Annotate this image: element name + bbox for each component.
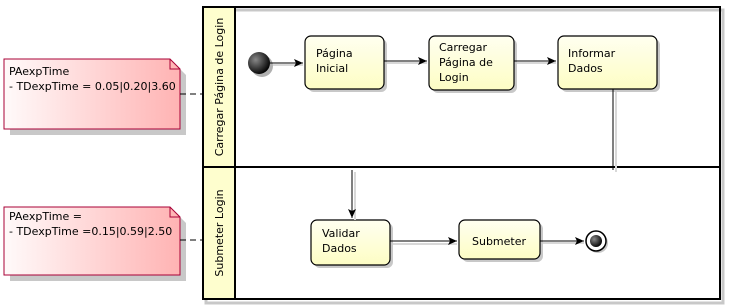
end-node	[586, 231, 608, 253]
activity-label: Inicial	[316, 62, 349, 75]
lane-label-submeter: Submeter Login	[213, 189, 226, 277]
note-1	[4, 59, 186, 135]
start-node	[248, 52, 270, 74]
activity-label: Informar	[568, 47, 616, 60]
lane-label-carregar: Carregar Página de Login	[213, 17, 226, 157]
note-2-line-1: PAexpTime =	[9, 210, 82, 223]
activity-label: Página de	[439, 56, 493, 69]
activity-label: Submeter	[472, 235, 527, 248]
note-1-line-2: - TDexpTime = 0.05|0.20|3.60	[9, 80, 176, 93]
activity-label: Página	[316, 47, 353, 60]
note-1-line-1: PAexpTime	[9, 65, 70, 78]
activity-carregar-pagina	[429, 36, 517, 93]
activity-pagina-inicial	[305, 36, 387, 92]
activity-submeter	[459, 220, 543, 262]
activity-label: Dados	[322, 242, 357, 255]
activity-informar-dados	[558, 36, 660, 92]
activity-label: Login	[439, 71, 469, 84]
activity-validar-dados	[311, 220, 393, 268]
activity-label: Carregar	[439, 41, 488, 54]
note-2	[4, 207, 186, 281]
note-2-line-2: - TDexpTime =0.15|0.59|2.50	[9, 225, 173, 238]
activity-label: Dados	[568, 62, 603, 75]
activity-label: Validar	[322, 227, 360, 240]
